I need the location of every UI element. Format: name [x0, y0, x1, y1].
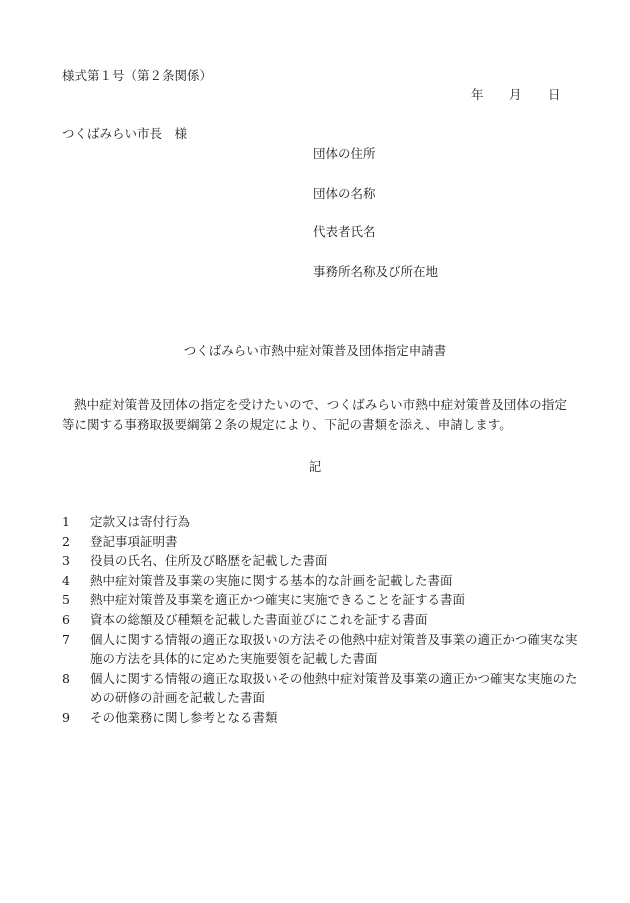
list-item — [62, 630, 580, 669]
item-text: 個人に関する情報の適正な取扱いその他熱中症対策普及事業の適正かつ確実な実施のための研修の計画を記載した書面 — [90, 670, 578, 706]
item-number: 4 — [62, 572, 70, 588]
list-item — [62, 669, 580, 708]
date-day-label: 日 — [548, 87, 561, 102]
office-address-label: 事務所名称及び所在地 — [313, 264, 439, 279]
document-title: つくばみらい市熱中症対策普及団体指定申請書 — [183, 343, 447, 358]
application-statement: 熱中症対策普及団体の指定を受けたいので、つくばみらい市熱中症対策普及団体の指定等に関する事務取扱要綱第２条の規定により、下記の書類を添え、申請します。 — [62, 397, 567, 432]
item-text: 熱中症対策普及事業を適正かつ確実に実施できることを証する書面 — [90, 592, 466, 608]
item-number: 3 — [62, 553, 70, 569]
list-item — [62, 610, 580, 630]
item-text: その他業務に関し参考となる書類 — [90, 709, 278, 725]
item-number: 9 — [62, 709, 70, 725]
item-number: 6 — [62, 611, 70, 627]
list-item — [62, 512, 580, 532]
date-year-label: 年 — [471, 87, 484, 102]
ki-heading: 記 — [308, 459, 322, 474]
list-item — [62, 571, 580, 591]
item-text: 資本の総額及び種類を記載した書面並びにこれを証する書面 — [90, 611, 428, 627]
applicant-address-label: 団体の住所 — [313, 146, 376, 161]
item-number: 7 — [62, 631, 70, 647]
applicant-name-label: 団体の名称 — [313, 186, 376, 201]
date-month-label: 月 — [509, 87, 522, 102]
item-text: 役員の氏名、住所及び略歴を記載した書面 — [90, 553, 328, 569]
list-item — [62, 590, 580, 610]
addressee: つくばみらい市長 様 — [62, 126, 188, 141]
list-item — [62, 532, 580, 552]
item-text: 定款又は寄付行為 — [90, 514, 191, 529]
item-number: 8 — [62, 670, 70, 686]
list-item — [62, 708, 580, 728]
item-number: 1 — [62, 514, 70, 529]
representative-name-label: 代表者氏名 — [313, 224, 376, 239]
item-text: 登記事項証明書 — [90, 533, 178, 549]
form-number: 様式第１号（第２条関係） — [62, 68, 213, 83]
item-number: 2 — [62, 533, 70, 549]
attached-documents-list — [62, 512, 580, 728]
item-text: 個人に関する情報の適正な取扱いの方法その他熱中症対策普及事業の適正かつ確実な実施の方法を具体的に定めた実施要領を記載した書面 — [90, 631, 578, 667]
list-item — [62, 551, 580, 571]
item-number: 5 — [62, 592, 70, 608]
item-text: 熱中症対策普及事業の実施に関する基本的な計画を記載した書面 — [90, 572, 453, 588]
